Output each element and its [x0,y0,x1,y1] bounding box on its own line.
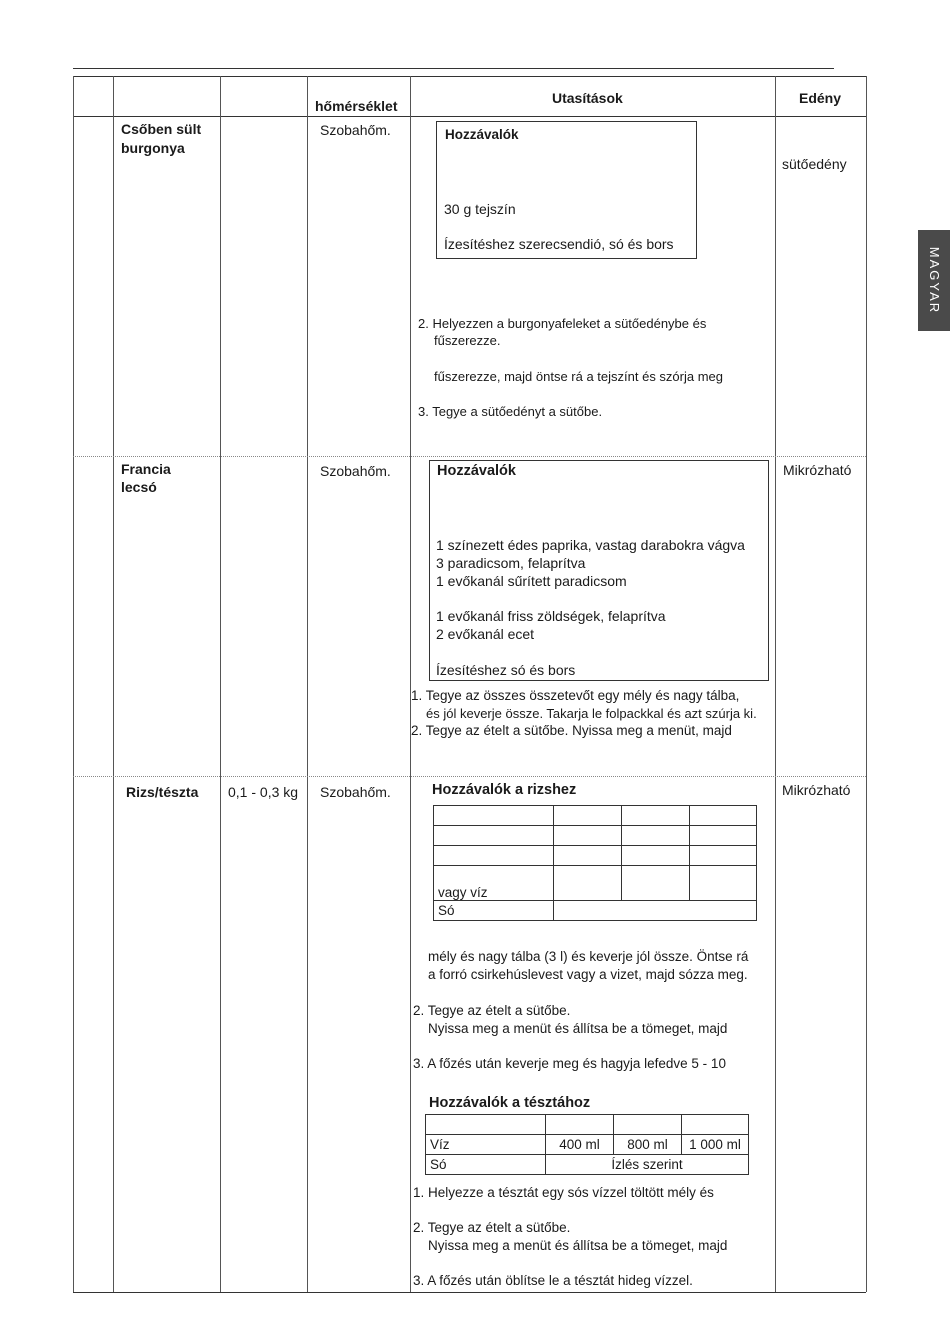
ingredient-item: 2 evőkanál ecet [436,626,535,642]
instruction-step: és jól keverje össze. Takarja le folpackkal és azt szúrja ki. [426,706,757,721]
language-tab-label: MAGYAR [927,246,942,315]
pasta-salt-value: Ízlés szerint [546,1155,749,1175]
col-border-2 [113,76,114,1292]
col-border-3 [220,76,221,1292]
header-dish: Edény [799,90,842,106]
instruction-step: Nyissa meg a menüt és állítsa be a tömeget, majd [428,1021,728,1036]
language-tab[interactable] [918,230,950,331]
instruction-step: 2. Helyezzen a burgonyafeleket a sütőedénybe és [418,316,707,331]
ingredient-item: 1 színezett édes paprika, vastag darabokra vágva [436,537,745,553]
pasta-salt-label: Só [426,1155,546,1175]
temperature-value: Szobahőm. [320,463,391,479]
food-name-line1: Csőben sült [121,121,202,137]
instruction-step: 1. Tegye az összes összetevőt egy mély és nagy tálba, [411,688,740,703]
instruction-step: fűszerezze, majd öntse rá a tejszínt és szórja meg [434,369,724,384]
pasta-water-value: 800 ml [614,1135,682,1155]
ingredients-title: Hozzávalók [445,127,519,142]
pasta-water-value: 1 000 ml [682,1135,749,1155]
col-border-4 [307,76,308,1292]
row-separator-1 [73,456,866,457]
ingredient-item: Ízesítéshez szerecsendió, só és bors [444,236,674,252]
instruction-step: mély és nagy tálba (3 l) és keverje jól össze. Öntse rá [428,949,749,964]
temperature-value: Szobahőm. [320,122,391,138]
col-border-1 [73,76,74,1292]
instruction-step: Nyissa meg a menüt és állítsa be a tömeget, majd [428,1238,728,1253]
instruction-step: 2. Tegye az ételt a sütőbe. [413,1220,571,1235]
instruction-step: 2. Tegye az ételt a sütőbe. Nyissa meg a menüt, majd [411,723,732,738]
weight-value: 0,1 - 0,3 kg [228,784,299,800]
dish-value: sütőedény [782,156,847,172]
food-name-line1: Francia [121,461,171,477]
instruction-step: fűszerezze. [434,333,501,348]
food-name-line2: burgonya [121,140,185,156]
rice-ingredients-table [433,805,757,921]
page-top-rule [73,68,834,69]
header-instructions: Utasítások [552,90,623,106]
header-temperature: hőmérséklet [315,98,398,114]
instruction-step: 3. A főzés után keverje meg és hagyja lefedve 5 - 10 [413,1056,726,1071]
rice-salt-label: Só [434,901,554,921]
col-border-6 [775,76,776,1292]
instruction-step: a forró csirkehúslevest vagy a vizet, majd sózza meg. [428,967,748,982]
table-top-border [73,76,866,77]
col-border-5 [410,76,411,1292]
ingredient-item: 3 paradicsom, felaprítva [436,555,586,571]
instruction-step: 3. Tegye a sütőedényt a sütőbe. [418,404,603,419]
food-name-line2: lecsó [121,479,157,495]
instruction-step: 3. A főzés után öblítse le a tésztát hideg vízzel. [413,1273,693,1288]
pasta-water-label: Víz [426,1135,546,1155]
pasta-water-value: 400 ml [546,1135,614,1155]
row-separator-2 [73,776,866,777]
ingredient-item: 1 evőkanál sűrített paradicsom [436,573,627,589]
col-border-7 [866,76,867,1292]
dish-value: Mikrózható [782,782,851,798]
dish-value: Mikrózható [783,462,852,478]
instruction-step: 1. Helyezze a tésztát egy sós vízzel töltött mély és [413,1185,714,1200]
pasta-ingredients-table [425,1114,749,1175]
rice-ingredients-title: Hozzávalók a rizshez [432,782,577,798]
food-name: Rizs/tészta [126,784,199,800]
rice-water-label: vagy víz [434,866,554,901]
instruction-step: 2. Tegye az ételt a sütőbe. [413,1003,571,1018]
temperature-value: Szobahőm. [320,784,391,800]
table-bottom-border [73,1292,866,1293]
ingredient-item: Ízesítéshez só és bors [436,662,576,678]
ingredient-item: 1 evőkanál friss zöldségek, felaprítva [436,608,666,624]
pasta-ingredients-title: Hozzávalók a tésztához [429,1095,591,1111]
ingredients-title: Hozzávalók [437,463,516,479]
ingredient-item: 30 g tejszín [444,201,516,217]
header-bottom-border [73,116,866,117]
